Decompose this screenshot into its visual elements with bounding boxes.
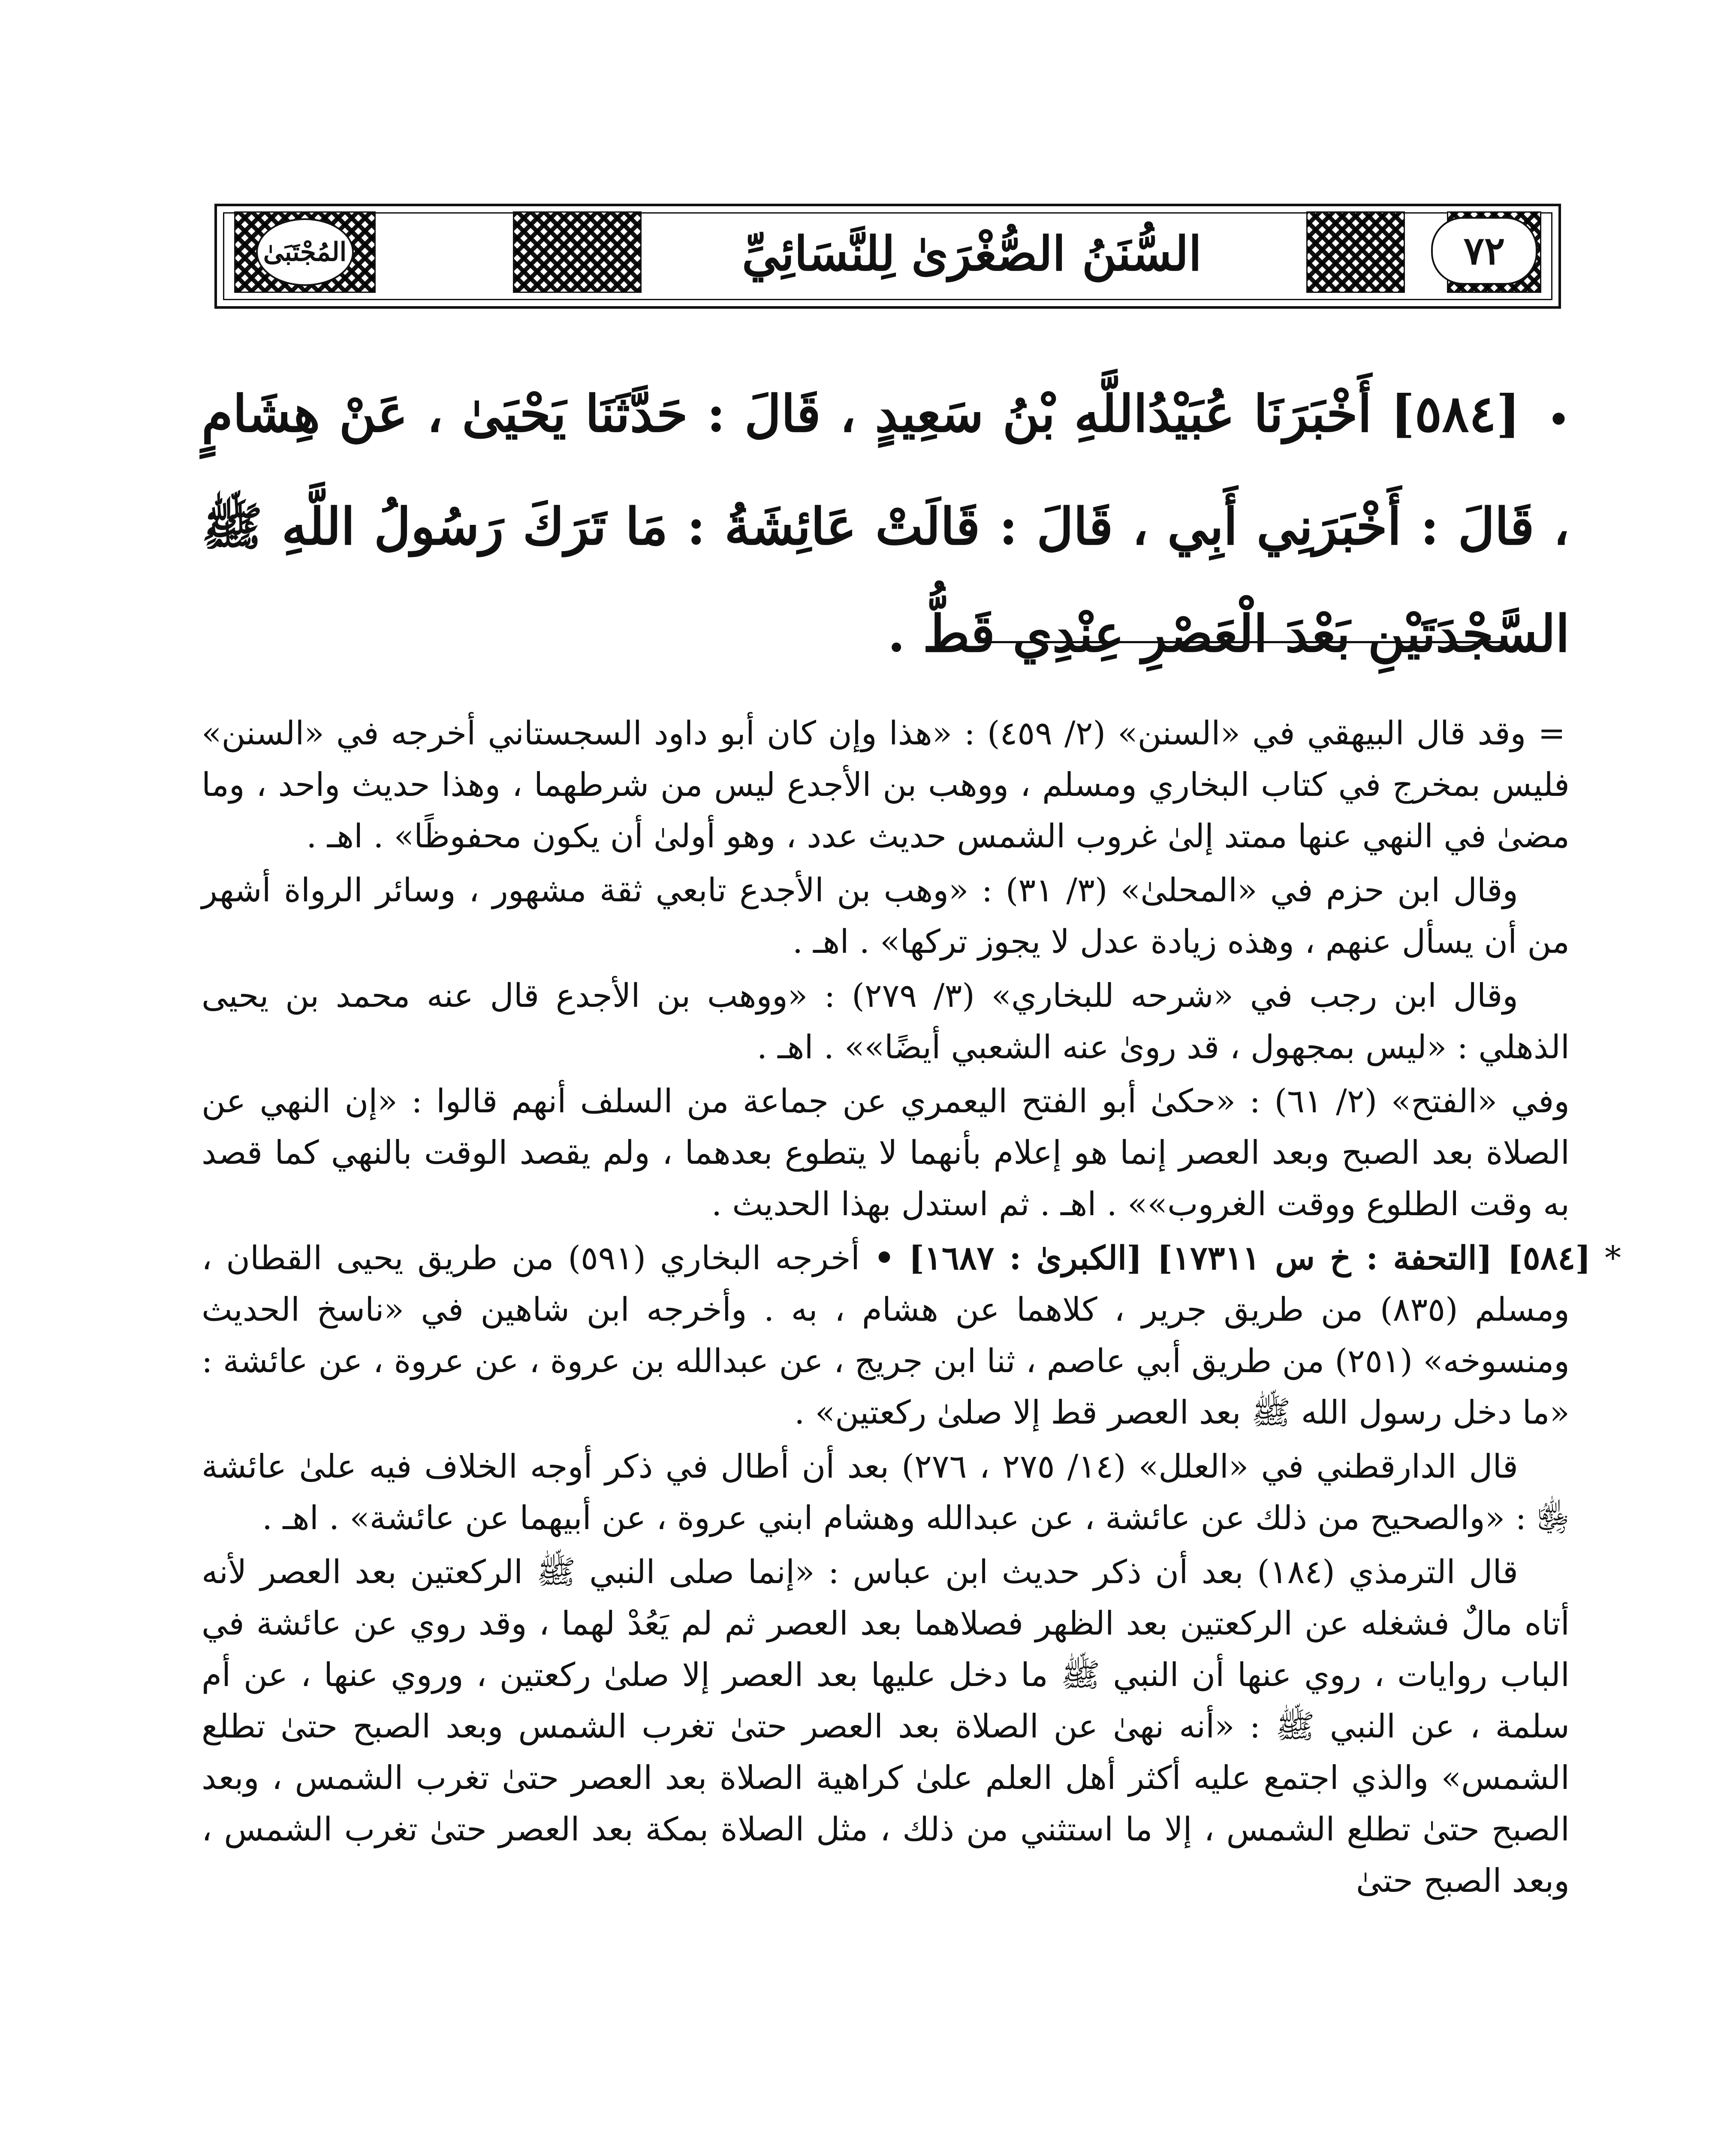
header-ornament-center-left — [513, 211, 642, 293]
footnotes — [202, 708, 1621, 1909]
hadith-bullet: • — [1547, 399, 1570, 440]
note-text: وقد قال البيهقي في «السنن» (٢/ ٤٥٩) : «هذا وإن كان أبو داود السجستاني أخرجه في «السنن» فليس بمخرج في كتاب البخاري ومسلم ، ووهب بن الأجدع ليس من شرطهما ، وهذا حديث واحد ، وما مضىٰ في النهي عنها ممتد إلىٰ غروب الشمس حديث عدد ، وهو أولىٰ أن يكون محفوظًا» . اهـ . — [202, 714, 1570, 855]
hadith-text-block — [202, 360, 1570, 687]
takhrij-reference: [٥٨٤] [التحفة : خ س ١٧٣١١] [الكبرىٰ : ١٦٨٧] — [909, 1239, 1591, 1277]
header-ornament-left — [234, 211, 376, 293]
book-emblem: المُجْتَبَىٰ — [256, 218, 354, 286]
note-paragraph-ibn-hazm: وقال ابن حزم في «المحلىٰ» (٣/ ٣١) : «وهب بن الأجدع تابعي ثقة مشهور ، وسائر الرواة أشهر من أن يسأل عنهم ، وهذه زيادة عدل لا يجوز تركها» . اهـ . — [202, 871, 1570, 961]
takhrij-marker: * — [1604, 1239, 1621, 1277]
note-paragraph-tirmidhi: قال الترمذي (١٨٤) بعد أن ذكر حديث ابن عباس : «إنما صلى النبي ﷺ الركعتين بعد العصر لأنه أتاه مالٌ فشغله عن الركعتين بعد الظهر فصلاهما بعد العصر ثم لم يَعُدْ لهما ، وقد روي عن عائشة في الباب روايات ، روي عنها أن النبي ﷺ ما دخل عليها بعد العصر إلا صلىٰ ركعتين ، وروي عنها ، عن أم سلمة ، عن النبي ﷺ : «أنه نهىٰ عن الصلاة بعد العصر حتىٰ تغرب الشمس وبعد الصبح حتىٰ تطلع الشمس» والذي اجتمع عليه أكثر أهل العلم علىٰ كراهية الصلاة بعد العصر حتىٰ تغرب الشمس ، وبعد الصبح حتىٰ تطلع الشمس ، إلا ما استثني من ذلك ، مثل الصلاة بمكة بعد العصر حتىٰ تغرب الشمس ، وبعد الصبح حتىٰ — [202, 1553, 1570, 1900]
footnote-separator — [978, 641, 1503, 643]
header-ornament-right — [1447, 211, 1541, 293]
takhrij-text: أخرجه البخاري (٥٩١) من طريق يحيى القطان ، ومسلم (٨٣٥) من طريق جرير ، كلاهما عن هشام ، به . وأخرجه ابن شاهين في «ناسخ الحديث ومنسوخه» (٢٥١) من طريق أبي عاصم ، ثنا ابن جريج ، عن عبدالله بن عروة ، عن عروة ، عن عائشة : «ما دخل رسول الله ﷺ بعد العصر قط إلا صلىٰ ركعتين» . — [202, 1239, 1570, 1431]
note-paragraph-bayhaqi — [202, 708, 1570, 862]
note-paragraph-daraqutni: قال الدارقطني في «العلل» (١٤/ ٢٧٥ ، ٢٧٦) بعد أن أطال في ذكر أوجه الخلاف فيه علىٰ عائشة ﵂ : «والصحيح من ذلك عن عائشة ، عن عبدالله وهشام ابني عروة ، عن أبيهما عن عائشة» . اهـ . — [202, 1447, 1570, 1537]
takhrij-paragraph — [202, 1232, 1621, 1438]
note-paragraph-ibn-rajab: وقال ابن رجب في «شرحه للبخاري» (٣/ ٢٧٩) : «ووهب بن الأجدع قال عنه محمد بن يحيى الذهلي : «ليس بمجهول ، قد روىٰ عنه الشعبي أيضًا»» . اهـ . — [202, 976, 1570, 1066]
takhrij-bullet: • — [874, 1239, 895, 1277]
book-title: السُّنَنُ الصُّغْرَىٰ لِلنَّسَائِيِّ — [741, 226, 1202, 281]
page-header — [214, 204, 1561, 309]
page-number: ٧٢ — [1431, 217, 1537, 285]
header-ornament-center-right — [1306, 211, 1405, 293]
hadith-text: [٥٨٤] أَخْبَرَنَا عُبَيْدُاللَّهِ بْنُ سَعِيدٍ ، قَالَ : حَدَّثَنَا يَحْيَىٰ ، عَنْ هِشَامٍ ، قَالَ : أَخْبَرَنِي أَبِي ، قَالَ : قَالَتْ عَائِشَةُ : مَا تَرَكَ رَسُولُ اللَّهِ ﷺ السَّجْدَتَيْنِ بَعْدَ الْعَصْرِ عِنْدِي قَطُّ . — [202, 384, 1570, 663]
note-paragraph-fath: وفي «الفتح» (٢/ ٦١) : «حكىٰ أبو الفتح اليعمري عن جماعة من السلف أنهم قالوا : «إن النهي عن الصلاة بعد الصبح وبعد العصر إنما هو إعلام بأنهما لا يتطوع بعدهما ، ولم يقصد الوقت بالنهي كما قصد به وقت الطلوع ووقت الغروب»» . اهـ . ثم استدل بهذا الحديث . — [202, 1082, 1570, 1223]
continuation-marker: = — [1538, 714, 1565, 752]
